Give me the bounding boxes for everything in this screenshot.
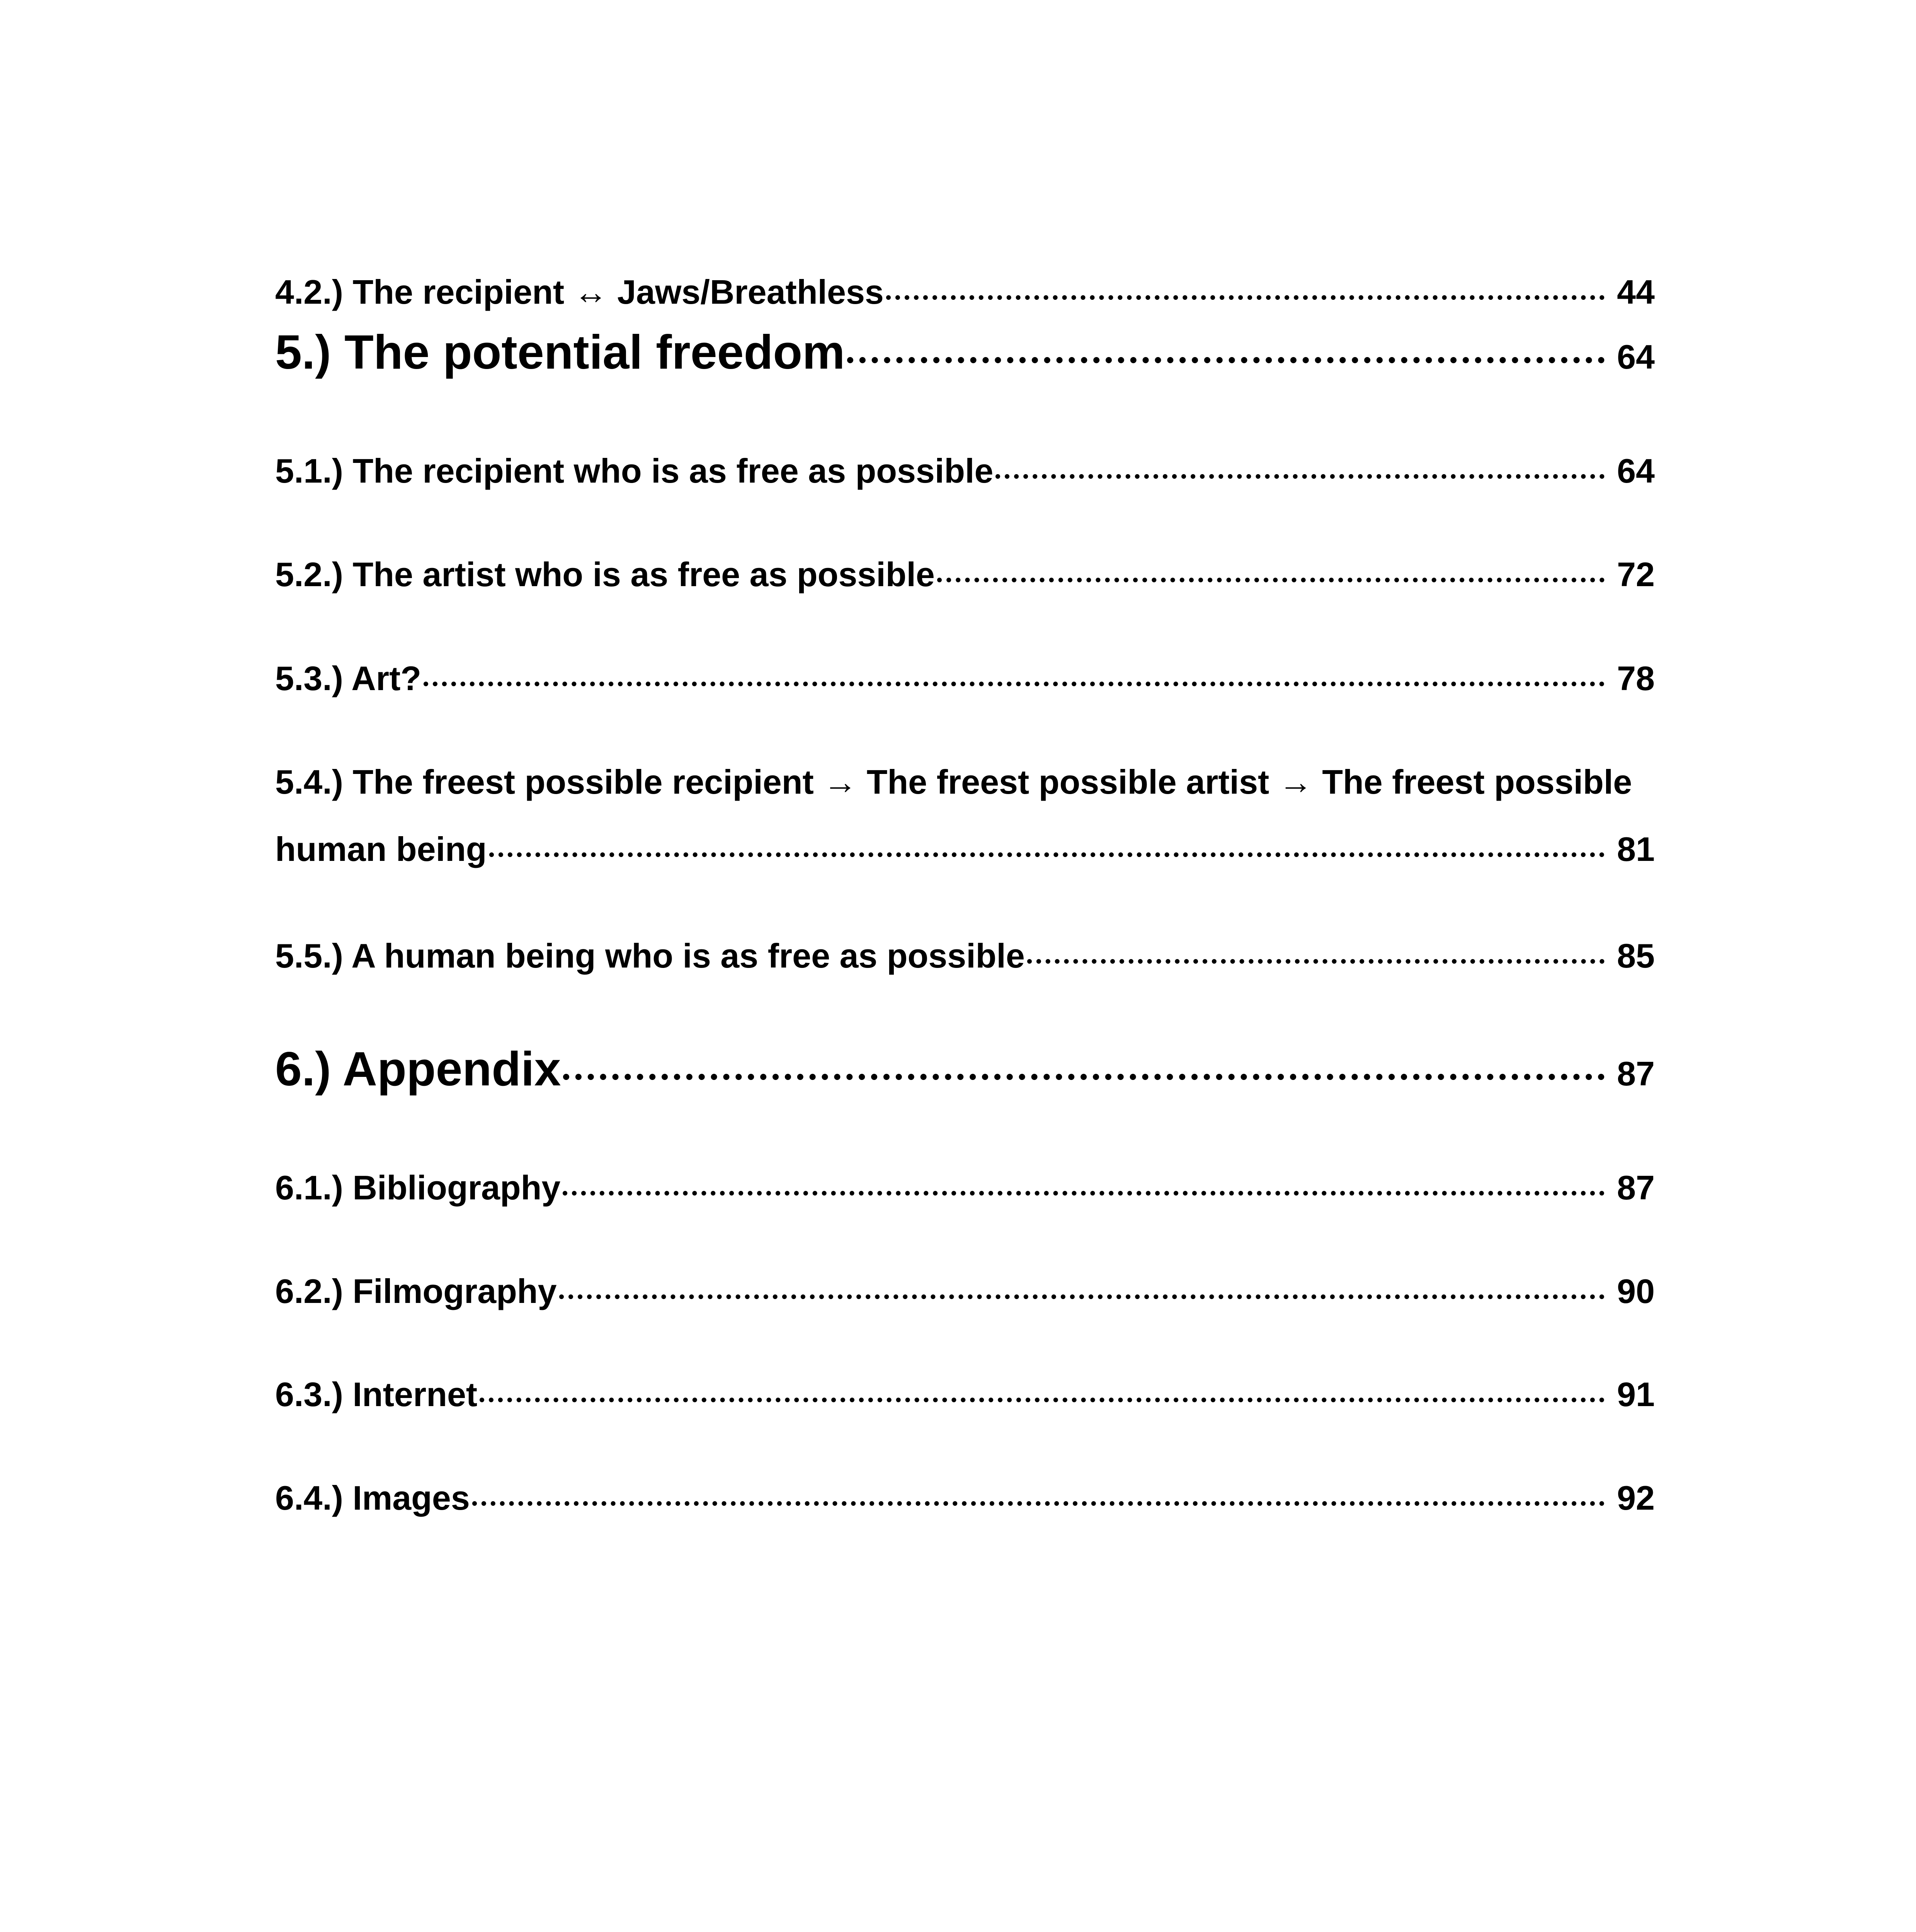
toc-entry-5-2[interactable] [275,555,1655,594]
toc-entry-label: 4.2.) The recipient ↔ Jaws/Breathless [275,273,884,311]
toc-entry-label: 5.1.) The recipient who is as free as possible [275,452,994,490]
toc-entry-page: 90 [1617,1272,1655,1310]
toc-entry-5[interactable] [275,326,1655,379]
toc-entry-6-3[interactable] [275,1375,1655,1413]
toc-entry-label: 6.4.) Images [275,1479,470,1517]
toc-entry-page: 92 [1617,1479,1655,1517]
dot-leader [489,852,1605,857]
toc-entry-page: 81 [1617,830,1655,868]
toc-entry-page: 85 [1617,937,1655,975]
toc-entry-6-4[interactable] [275,1481,1655,1515]
dot-leader [563,1191,1605,1196]
toc-entry-page: 91 [1617,1375,1655,1413]
dot-leader [480,1398,1605,1402]
toc-entry-label: 6.2.) Filmography [275,1272,557,1310]
toc-entry-label: 5.) The potential freedom [275,326,845,379]
toc-entry-label-line2: human being [275,830,487,868]
dot-leader [559,1294,1605,1299]
dot-leader [995,474,1605,479]
toc-entry-page: 87 [1617,1054,1655,1093]
toc-entry-page: 64 [1617,452,1655,490]
toc-entry-6[interactable] [275,1043,1655,1096]
toc-entry-label: 5.5.) A human being who is as free as possible [275,937,1025,975]
toc-entry-page: 72 [1617,555,1655,594]
toc-entry-5-3[interactable] [275,659,1655,697]
dot-leader [472,1501,1605,1506]
toc-entry-label: 6.) Appendix [275,1043,561,1096]
toc-entry-5-4[interactable] [275,765,1655,866]
toc-entry-5-1[interactable] [275,454,1655,488]
toc-entry-label: 6.1.) Bibliography [275,1168,561,1207]
toc-entry-page: 64 [1617,338,1655,376]
toc-entry-5-5[interactable] [275,939,1655,973]
toc-entry-page: 44 [1617,273,1655,311]
toc-entry-6-1[interactable] [275,1168,1655,1207]
toc-entry-page: 87 [1617,1168,1655,1207]
dot-leader [1027,959,1605,964]
dot-leader [563,1074,1605,1080]
toc-entry-page: 78 [1617,659,1655,697]
dot-leader [424,682,1605,686]
dot-leader [847,357,1605,363]
toc-entry-label-line1: 5.4.) The freest possible recipient → The freest possible artist → The freest possible [275,763,1632,801]
toc-entry-4-2[interactable] [275,275,1655,309]
dot-leader [937,578,1605,582]
dot-leader [886,295,1605,300]
toc-entry-6-2[interactable] [275,1274,1655,1308]
toc-entry-label: 5.2.) The artist who is as free as possible [275,555,935,594]
toc-entry-label: 5.3.) Art? [275,659,422,697]
toc-entry-label: 6.3.) Internet [275,1375,478,1413]
